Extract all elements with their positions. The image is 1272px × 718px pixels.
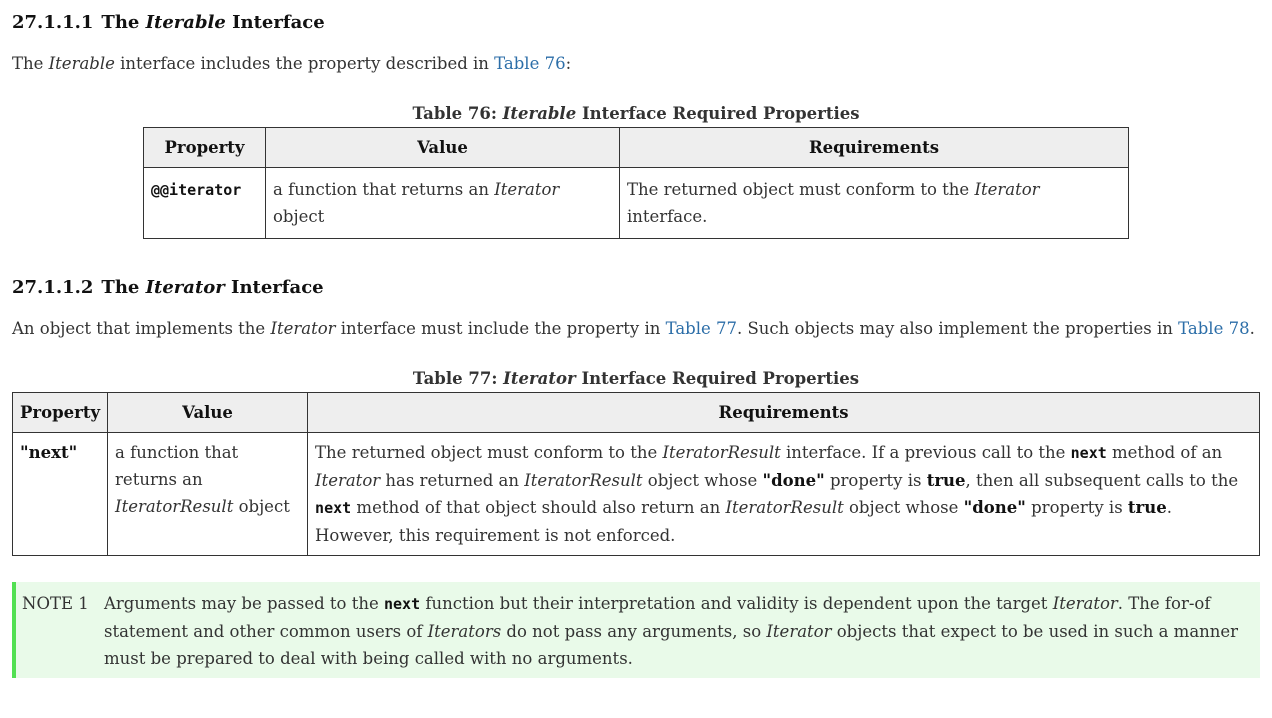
text-italic: Iterator (315, 471, 381, 490)
link-table-77[interactable]: Table 77 (665, 319, 738, 338)
text: An object that implements the (12, 319, 271, 338)
quote: " (68, 443, 78, 462)
text: interface. (627, 207, 708, 226)
paragraph-iterator (12, 315, 1260, 342)
text-italic: IteratorResult (662, 443, 781, 462)
cell-property (144, 168, 266, 239)
text: do not pass any arguments, so (501, 622, 767, 641)
caption-text: Table 77: (412, 369, 504, 388)
text-italic: Iterator (1052, 594, 1118, 613)
text: method of that object should also return an (351, 498, 726, 517)
text: has returned an (380, 471, 525, 490)
text-italic: IteratorResult (115, 497, 234, 516)
text: a function that returns an (273, 180, 495, 199)
text: The returned object must conform to the (315, 443, 663, 462)
text: , then all subsequent calls to the (965, 471, 1239, 490)
cell-value (266, 168, 620, 239)
section-heading-iterable (12, 0, 1260, 36)
paragraph-iterable (12, 50, 1260, 77)
code-next: next (383, 595, 421, 613)
text: a function that returns an (115, 443, 239, 489)
text: method of an (1106, 443, 1223, 462)
cell-requirements (620, 168, 1129, 239)
text-italic: Iterable (48, 54, 115, 73)
quote: " (20, 443, 29, 462)
text-italic: Iterator (270, 319, 336, 338)
section-number: 27.1.1.1 (12, 12, 94, 33)
heading-text: Interface (225, 12, 325, 33)
cell-requirements (308, 433, 1260, 556)
heading-italic: Iterator (145, 277, 225, 298)
table-76 (143, 127, 1129, 239)
col-header-property: Property (144, 128, 266, 168)
col-header-value: Value (108, 393, 308, 433)
text-bold: "done" (963, 498, 1026, 517)
table-row (13, 433, 1260, 556)
text: . The for-of statement and other common users of (104, 594, 1211, 641)
text: object whose (843, 498, 964, 517)
code-next: next (1070, 444, 1107, 462)
heading-text: The (101, 277, 146, 298)
section-heading-iterator (12, 275, 1260, 301)
text: : (565, 54, 572, 73)
caption-text: Interface Required Properties (576, 104, 860, 123)
text: . (1249, 319, 1255, 338)
text: Arguments may be passed to the (104, 594, 384, 613)
text: object (273, 207, 325, 226)
col-header-requirements: Requirements (308, 393, 1260, 433)
text: interface includes the property described in (114, 54, 495, 73)
table-header-row (13, 393, 1260, 433)
note-label: NOTE 1 (22, 594, 89, 613)
text-bold: "done" (762, 471, 825, 490)
caption-italic: Iterable (502, 104, 577, 123)
text-bold: true (1127, 498, 1167, 517)
text: objects that expect to be used in such a manner must be prepared to deal with being called with no arguments. (104, 622, 1239, 668)
text: object (233, 497, 290, 516)
heading-italic: Iterable (145, 12, 226, 33)
heading-text: Interface (224, 277, 324, 298)
text-italic: Iterators (427, 622, 502, 641)
text: interface. If a previous call to the (780, 443, 1071, 462)
text-italic: Iterator (494, 180, 560, 199)
col-header-value: Value (266, 128, 620, 168)
note-box (12, 582, 1260, 678)
text: . However, this requirement is not enforced. (315, 498, 1172, 545)
section-number: 27.1.1.2 (12, 277, 94, 298)
text: function but their interpretation and validity is dependent upon the target (420, 594, 1053, 613)
text: property is (1025, 498, 1128, 517)
table-77-caption (12, 368, 1260, 390)
note-body (104, 590, 1248, 672)
property-name: next (28, 443, 69, 462)
code-next: next (315, 499, 352, 517)
link-table-76[interactable]: Table 76 (494, 54, 566, 73)
table-row (144, 168, 1129, 239)
text-bold: true (926, 471, 966, 490)
caption-italic: Iterator (503, 369, 576, 388)
caption-text: Table 76: (412, 104, 503, 123)
col-header-property: Property (13, 393, 108, 433)
text: . Such objects may also implement the properties in (737, 319, 1179, 338)
text-italic: IteratorResult (524, 471, 643, 490)
heading-text: The (101, 12, 146, 33)
text: interface must include the property in (335, 319, 666, 338)
text: The returned object must conform to the (627, 180, 975, 199)
cell-value (108, 433, 308, 556)
text-italic: Iterator (974, 180, 1040, 199)
table-header-row (144, 128, 1129, 168)
text: object whose (642, 471, 763, 490)
col-header-requirements: Requirements (620, 128, 1129, 168)
table-76-caption (12, 103, 1260, 125)
text: property is (824, 471, 927, 490)
link-table-78[interactable]: Table 78 (1178, 319, 1250, 338)
table-77 (12, 392, 1260, 556)
text-italic: Iterator (766, 622, 832, 641)
text-italic: IteratorResult (725, 498, 844, 517)
property-code: @@iterator (151, 181, 242, 199)
cell-property (13, 433, 108, 556)
text: The (12, 54, 49, 73)
caption-text: Interface Required Properties (575, 369, 860, 388)
